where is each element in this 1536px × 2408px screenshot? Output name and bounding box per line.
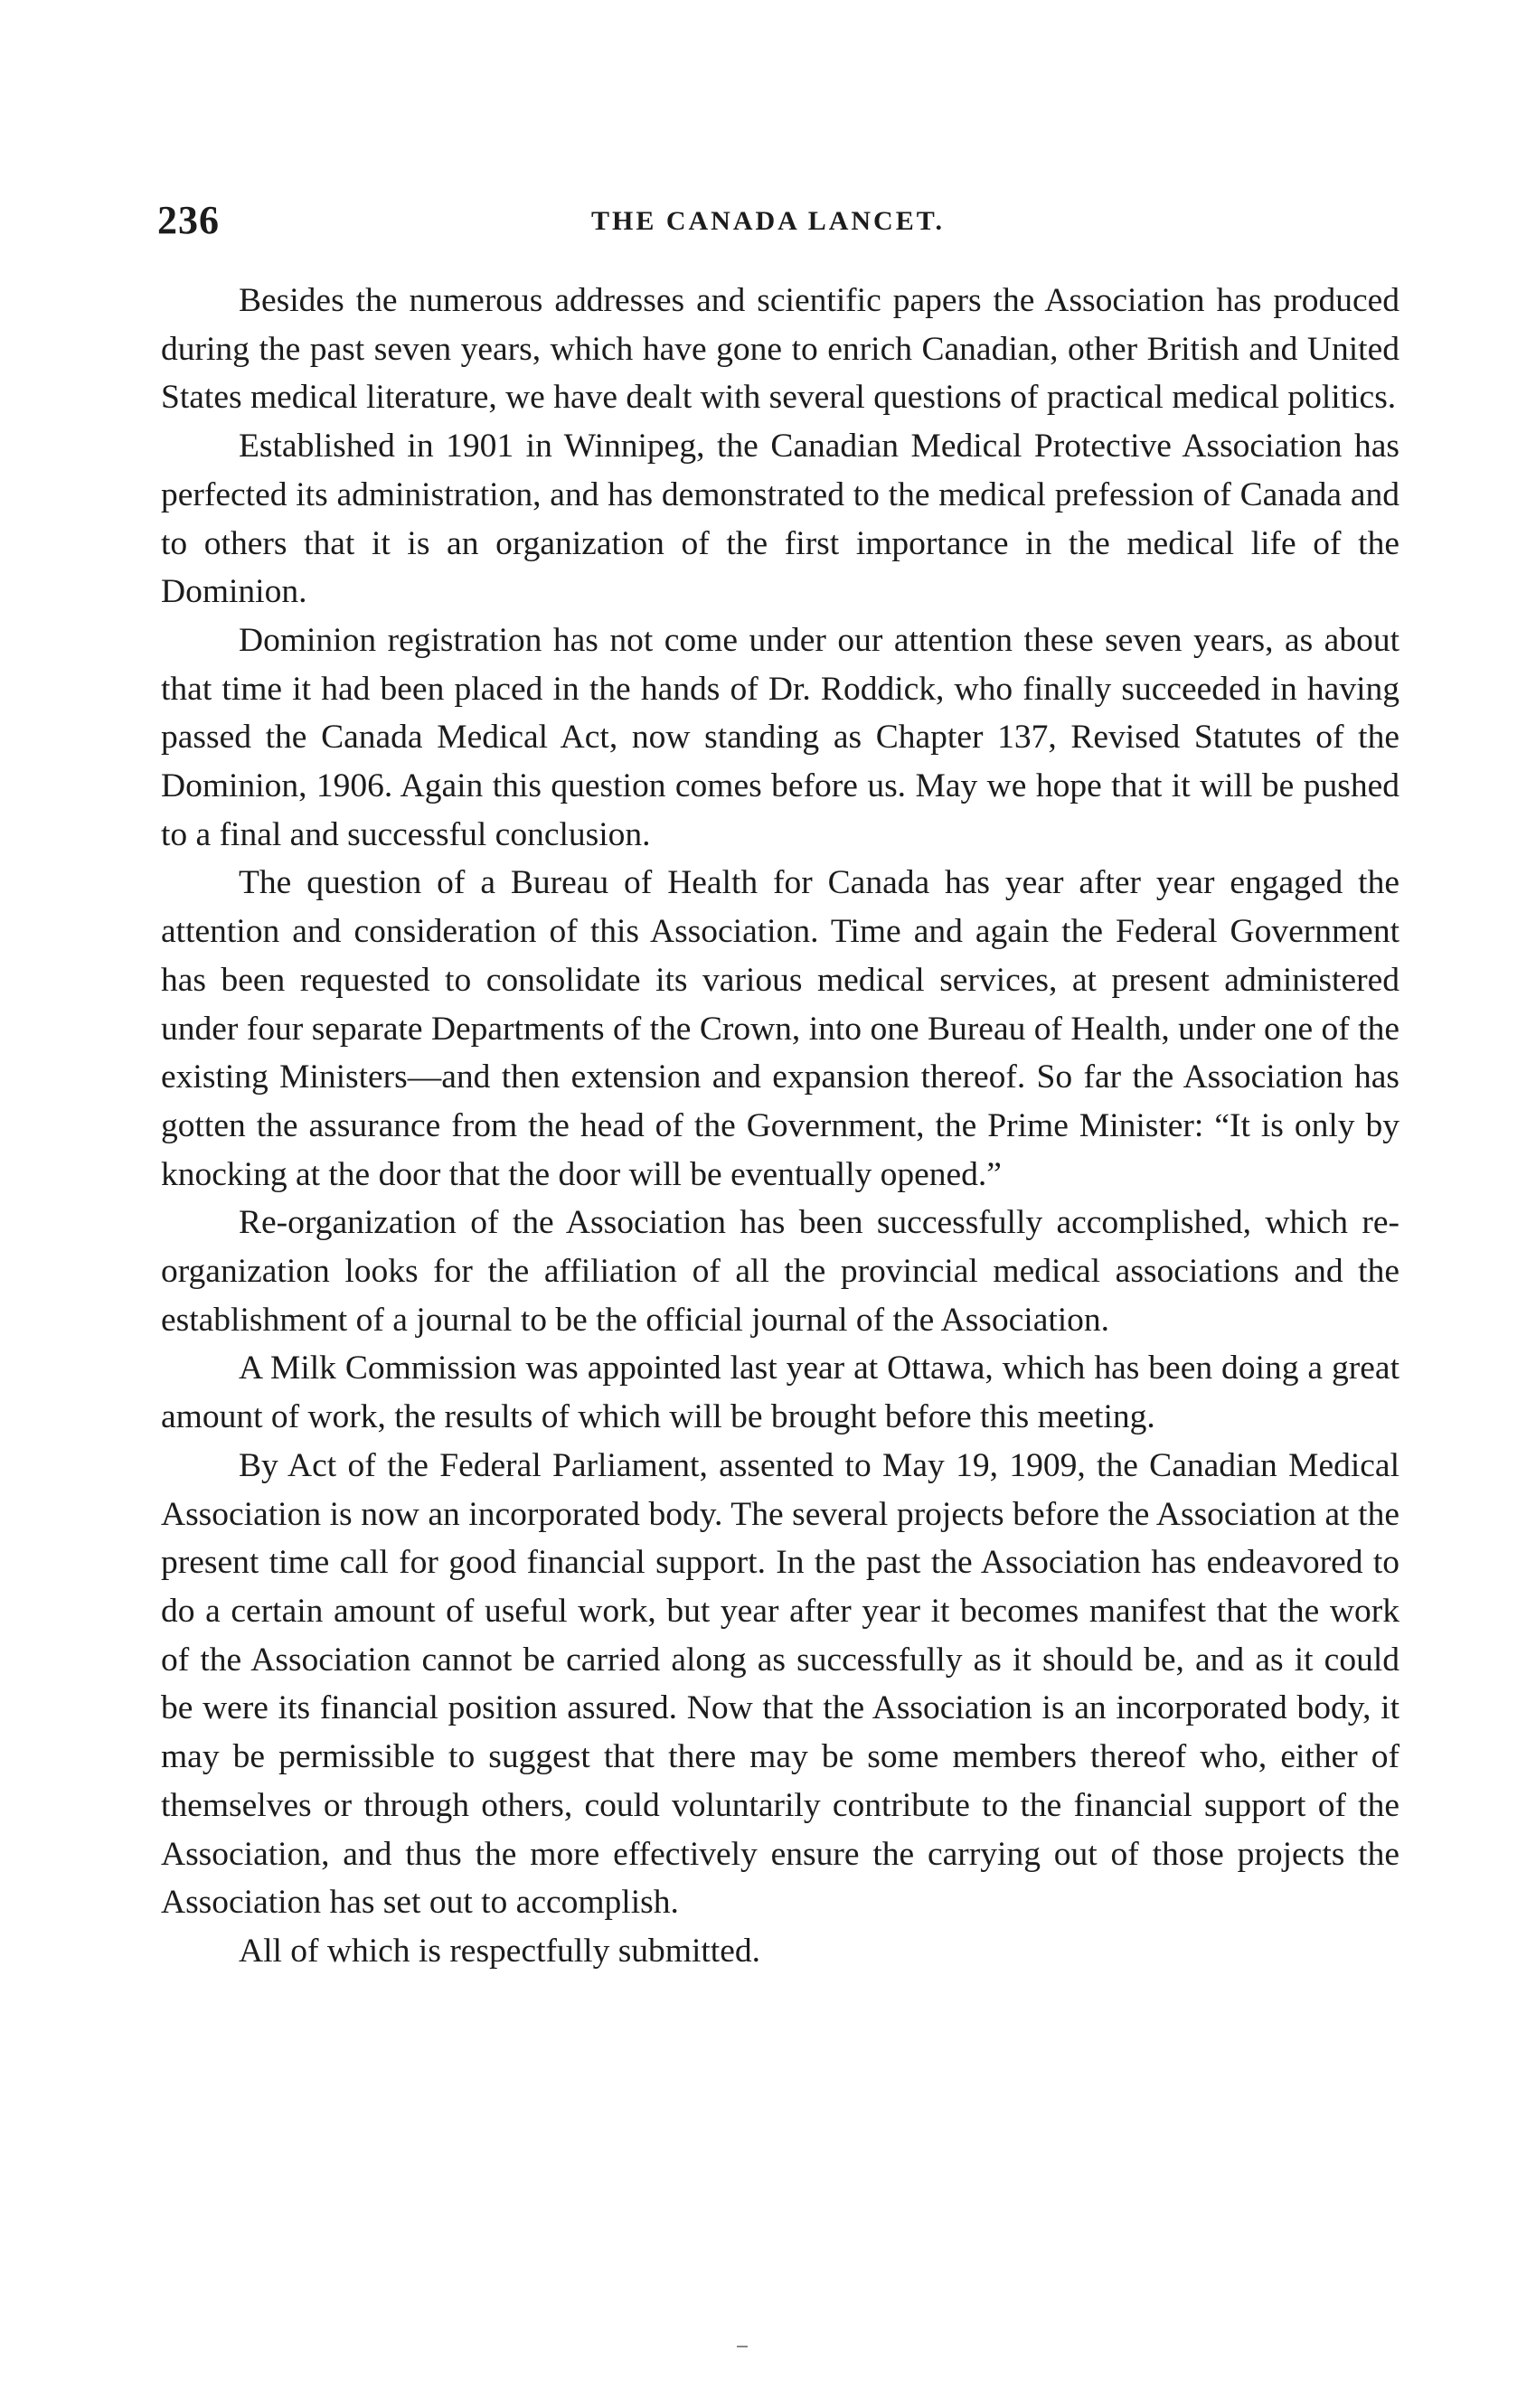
paragraph-dominion-registration: Dominion registration has not come under our attention these seven years, as about that time it had been placed in the hands of Dr. Roddick, who finally succeeded in having passed the Canada Medical Act, now standing as Chapter 137, Revised Statutes of the Dominion, 1906. Again this question comes before us. May we hope that it will be pushed to a final and successful conclusion. [161, 621, 1399, 853]
paragraph-reorganization: Re-organization of the Association has been successfully accomplished, which re-organization looks for the affiliation of all the provincial medical associations and the establishment of a journal to be the official journal of the Association. [161, 1204, 1399, 1339]
paragraph-bureau-of-health: The question of a Bureau of Health for Canada has year after year engaged the attention and consideration of this Association. Time and again the Federal Government has been requested to consolidate its various medical services, at present administered under four separate Departments of the Crown, into one Bureau of Health, under one of the existing Ministers—and then extension and expansion thereof. So far the Association has gotten the assurance from the head of the Government, the Prime Minister: “It is only by knocking at the door that the door will be eventually opened.” [161, 864, 1399, 1193]
running-head: THE CANADA LANCET. [591, 206, 945, 236]
page-header [157, 197, 1405, 251]
paragraph-addresses: Besides the numerous addresses and scientific papers the Association has produced during the past seven years, which have gone to enrich Canadian, other British and United States medical literature, we have dealt with several questions of practical medical politics. [161, 282, 1399, 417]
closing-line: All of which is respectfully submitted. [239, 1932, 760, 1970]
body-text [161, 277, 1399, 1976]
print-speck [737, 2346, 748, 2347]
paragraph-milk-commission: A Milk Commission was appointed last year at Ottawa, which has been doing a great amount of work, the results of which will be brought before this meeting. [161, 1350, 1399, 1436]
page-number: 236 [157, 198, 220, 242]
paragraph-incorporation: By Act of the Federal Parliament, assented to May 19, 1909, the Canadian Medical Association is now an incorporated body. The several projects before the Association at the present time call for good financial support. In the past the Association has endeavored to do a certain amount of useful work, but year after year it becomes manifest that the work of the Association cannot be carried along as successfully as it should be, and as it could be were its financial position assured. Now that the Association is an incorporated body, it may be permissible to suggest that there may be some members thereof who, either of themselves or through others, could voluntarily contribute to the financial support of the Association, and thus the more effectively ensure the carrying out of those projects the Association has set out to accomplish. [161, 1446, 1399, 1922]
paragraph-protective-association: Established in 1901 in Winnipeg, the Canadian Medical Protective Association has perfected its administration, and has demonstrated to the medical prefession of Canada and to others that it is an organization of the first importance in the medical life of the Dominion. [161, 428, 1399, 611]
